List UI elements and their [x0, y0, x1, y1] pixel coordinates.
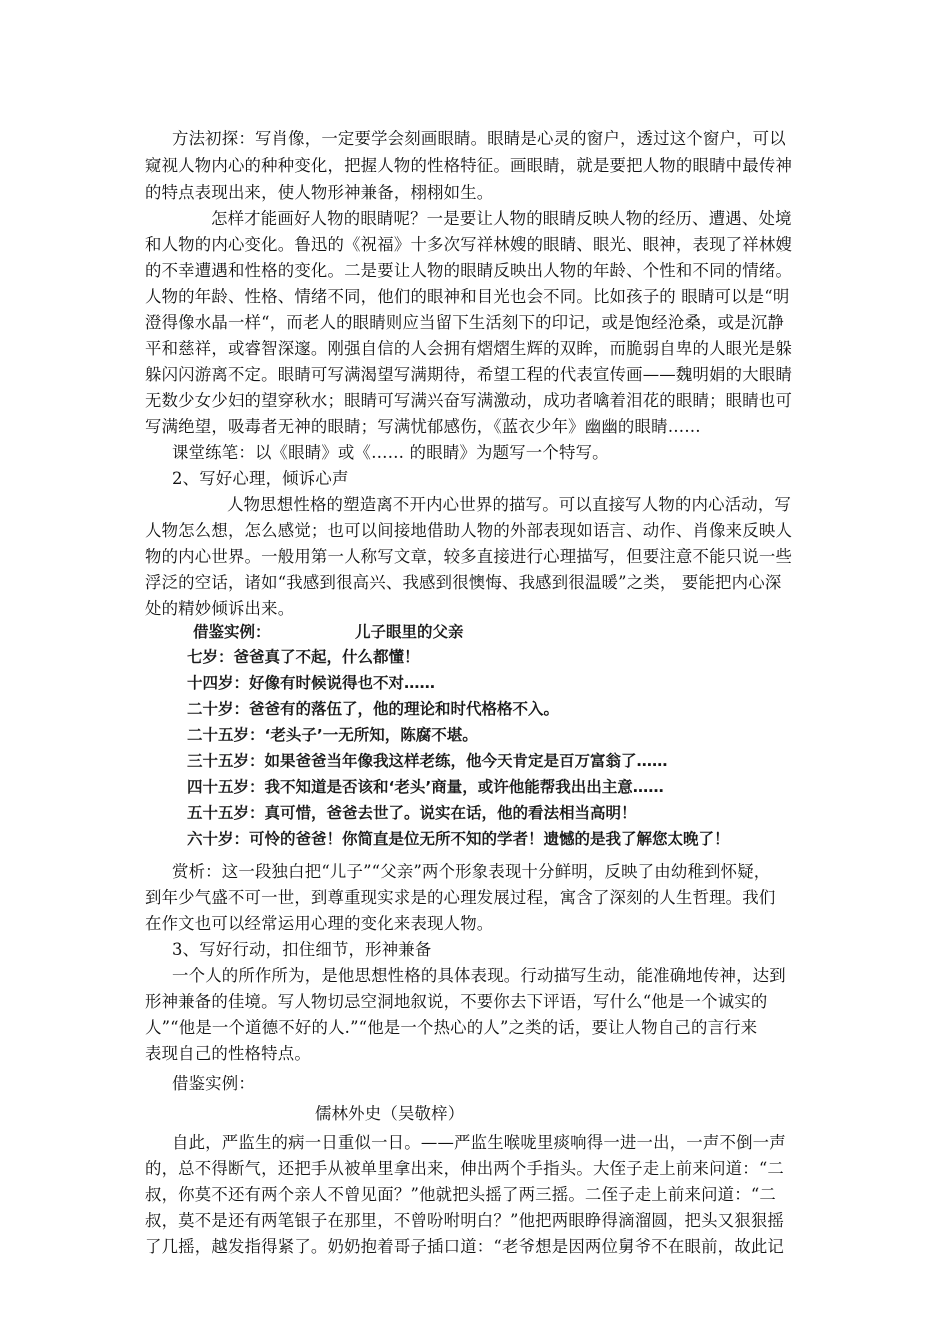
paragraph-line: 无数少女少妇的望穿秋水；眼睛可写满兴奋写满激动，成功者噙着泪花的眼睛；眼睛也可 [145, 391, 793, 410]
paragraph-line: 的不幸遭遇和性格的变化。二是要让人物的眼睛反映出人物的年龄、个性和不同的情绪。 [145, 261, 793, 280]
paragraph-line: 叔，你莫不还有两个亲人不曾见面？”他就把头摇了两三摇。二侄子走上前来问道：“二 [145, 1185, 777, 1204]
paragraph-line: 叔，莫不是还有两笔银子在那里，不曾吩咐明白？”他把两眼睁得滴溜圆，把头又狠狠摇 [145, 1211, 785, 1230]
paragraph-line: 了几摇，越发指得紧了。奶奶抱着哥子插口道：“老爷想是因两位舅爷不在眼前，故此记 [145, 1237, 785, 1256]
example-line: 二十岁：爸爸有的落伍了，他的理论和时代格格不入。 [187, 700, 560, 718]
example-line: 五十五岁：真可惜，爸爸去世了。说实在话，他的看法相当高明！ [187, 804, 637, 822]
example-label: 借鉴实例： [172, 1074, 255, 1093]
paragraph-line: 平和慈祥，或睿智深邃。刚强自信的人会拥有熠熠生辉的双眸，而脆弱自卑的人眼光是躲 [145, 339, 793, 358]
paragraph-line: 人”“他是一个道德不好的人.”“他是一个热心的人”之类的话，要让人物自己的言行来 [145, 1018, 758, 1037]
paragraph-line: 物的内心世界。一般用第一人称写文章，较多直接进行心理描写，但要注意不能只说一些 [145, 547, 793, 566]
paragraph-line: 在作文也可以经常运用心理的变化来表现人物。 [145, 914, 494, 933]
paragraph-line: 课堂练笔：以《眼睛》或《…… 的眼睛》为题写一个特写。 [172, 443, 609, 462]
paragraph-line: 方法初探：写肖像，一定要学会刻画眼睛。眼睛是心灵的窗户，透过这个窗户，可以 [172, 129, 786, 148]
paragraph-line: 浮泛的空话，诸如“我感到很高兴、我感到很懊悔、我感到很温暖”之类， 要能把内心深 [145, 573, 782, 592]
example-line: 二十五岁：‘老头子’一无所知，陈腐不堪。 [187, 726, 478, 744]
paragraph-line: 窥视人物内心的种种变化，把握人物的性格特征。画眼睛，就是要把人物的眼睛中最传神 [145, 156, 793, 175]
paragraph-line: 人物的年龄、性格、情绪不同，他们的眼神和目光也会不同。比如孩子的 眼睛可以是“明 [145, 287, 790, 306]
paragraph-line: 处的精妙倾诉出来。 [145, 599, 295, 618]
paragraph-line: 怎样才能画好人物的眼睛呢？一是要让人物的眼睛反映人物的经历、遭遇、处境 [211, 209, 792, 228]
excerpt-title: 儒林外史（吴敬梓） [315, 1104, 465, 1123]
paragraph-line: 自此，严监生的病一日重似一日。——严监生喉咙里痰响得一进一出，一声不倒一声 [172, 1133, 786, 1152]
paragraph-line: 一个人的所作所为，是他思想性格的具体表现。行动描写生动，能准确地传神，达到 [172, 966, 786, 985]
paragraph-line: 表现自己的性格特点。 [145, 1044, 311, 1063]
paragraph-line: 人物怎么想，怎么感觉；也可以间接地借助人物的外部表现如语言、动作、肖像来反映人 [145, 521, 793, 540]
example-label: 借鉴实例： [193, 623, 271, 641]
paragraph-line: 人物思想性格的塑造离不开内心世界的描写。可以直接写人物的内心活动，写 [227, 495, 792, 514]
paragraph-line: 赏析：这一段独白把“儿子”“父亲”两个形象表现十分鲜明，反映了由幼稚到怀疑， [172, 862, 771, 881]
paragraph-line: 的，总不得断气，还把手从被单里拿出来，伸出两个手指头。大侄子走上前来问道：“二 [145, 1159, 785, 1178]
paragraph-line: 躲闪闪游离不定。眼睛可写满渴望写满期待，希望工程的代表宣传画——魏明娟的大眼睛 [145, 365, 793, 384]
paragraph-line: 澄得像水晶一样“，而老人的眼睛则应当留下生活刻下的印记，或是饱经沧桑，或是沉静 [145, 313, 785, 332]
example-line: 三十五岁：如果爸爸当年像我这样老练，他今天肯定是百万富翁了…… [187, 752, 668, 770]
example-line: 四十五岁：我不知道是否该和‘老头’商量，或许他能帮我出出主意…… [187, 778, 664, 796]
paragraph-line: 写满绝望，吸毒者无神的眼睛；写满忧郁感伤，《蓝衣少年》幽幽的眼睛…… [145, 417, 701, 436]
example-line: 七岁：爸爸真了不起，什么都懂！ [187, 648, 420, 666]
section-heading: 3、写好行动，扣住细节，形神兼备 [172, 940, 432, 959]
example-title: 儿子眼里的父亲 [355, 623, 464, 641]
paragraph-line: 和人物的内心变化。鲁迅的《祝福》十多次写祥林嫂的眼睛、眼光、眼神，表现了祥林嫂 [145, 235, 793, 254]
example-line: 十四岁：好像有时候说得也不对…… [187, 674, 436, 692]
paragraph-line: 形神兼备的佳境。写人物切忌空洞地叙说，不要你去下评语，写什么“他是一个诚实的 [145, 992, 768, 1011]
paragraph-line: 的特点表现出来，使人物形神兼备，栩栩如生。 [145, 183, 494, 202]
paragraph-line: 到年少气盛不可一世，到尊重现实求是的心理发展过程，寓含了深刻的人生哲理。我们 [145, 888, 776, 907]
example-line: 六十岁：可怜的爸爸！你简直是位无所不知的学者！遗憾的是我了解您太晚了！ [187, 830, 730, 848]
section-heading: 2、写好心理，倾诉心声 [172, 469, 349, 488]
